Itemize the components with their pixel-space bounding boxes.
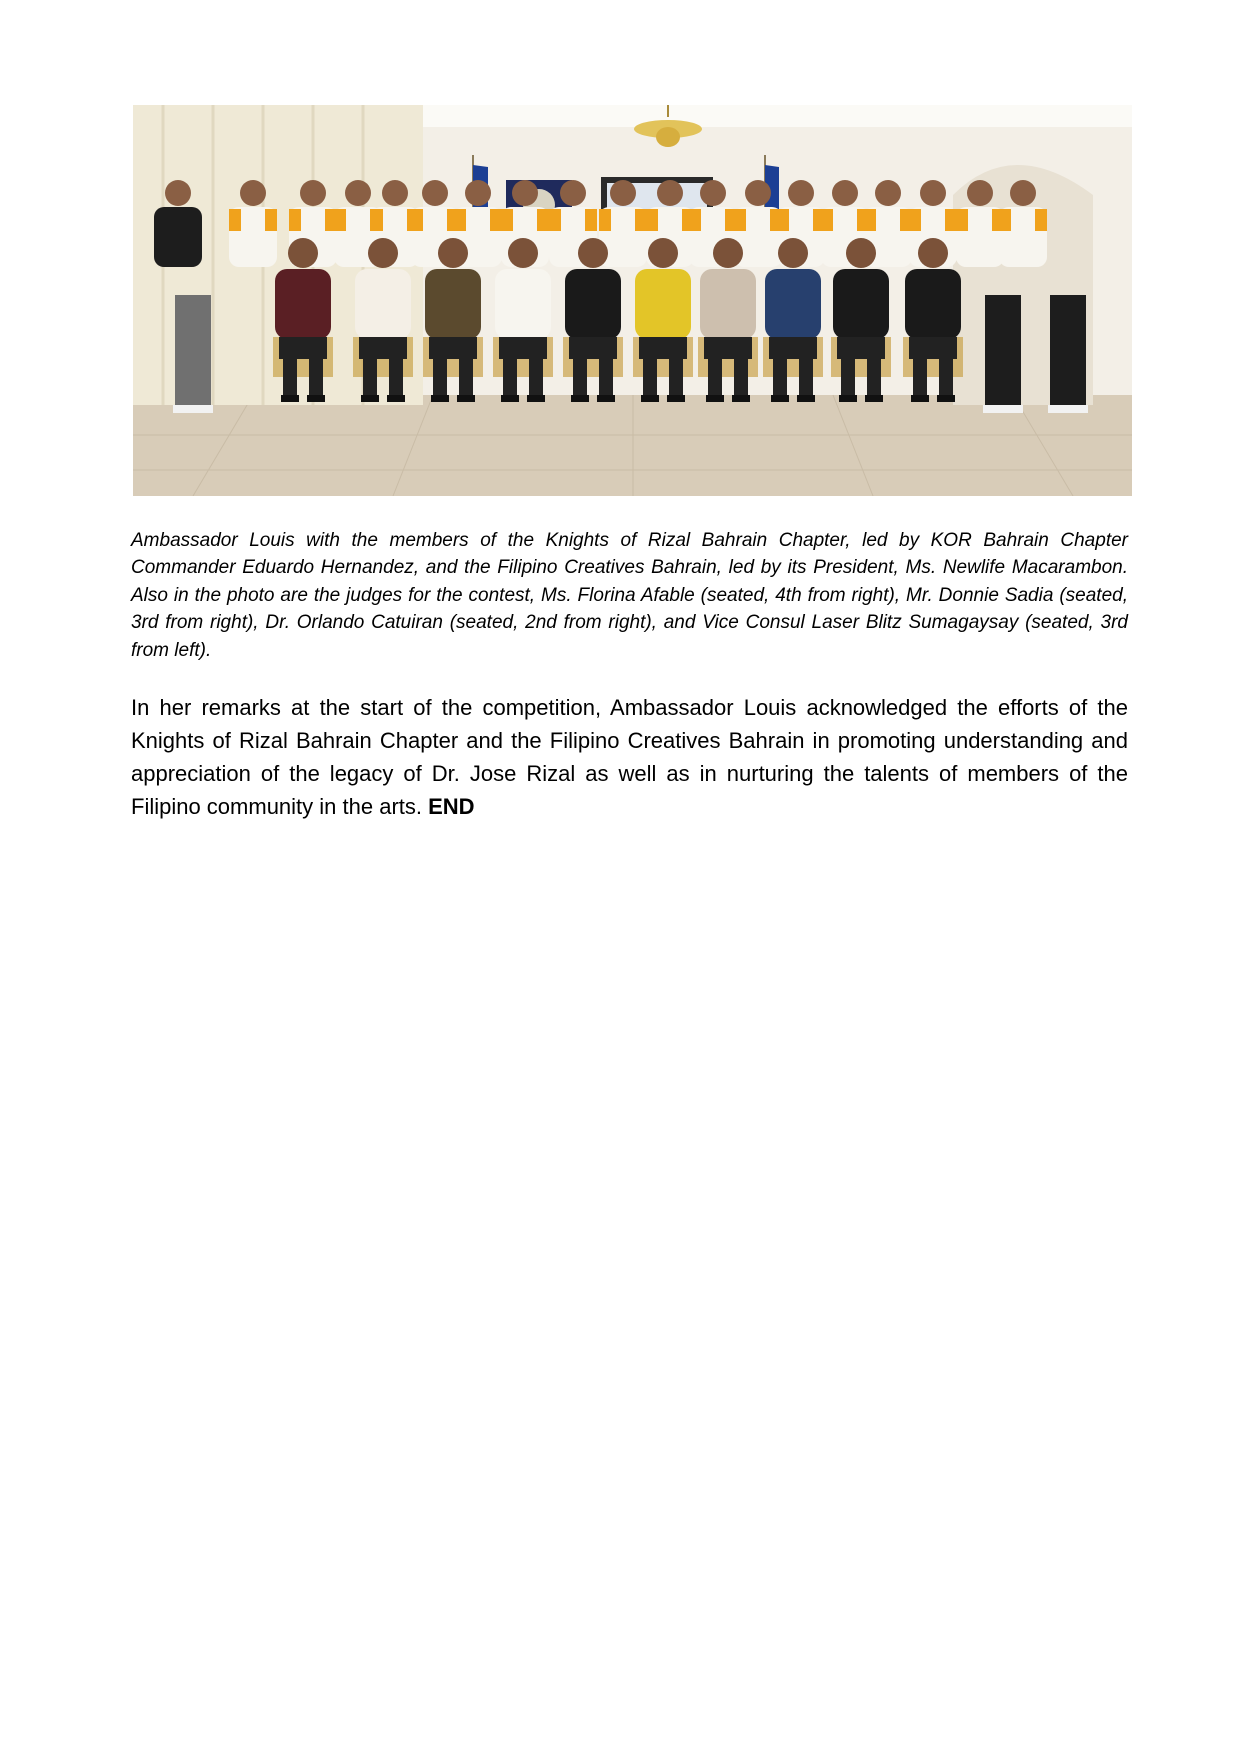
standing-person [173, 295, 213, 413]
photo-caption: Ambassador Louis with the members of the Knights of Rizal Bahrain Chapter, led by KOR Bahrain Chapter Commander Eduardo Hernandez, and the Filipino Creatives Bahrain, led by its President, Ms. Newlife Macarambon. Also in the photo are the judges for the contest, Ms. Florina Afable (seated, 4th from right), Mr. Donnie Sadia (seated, 3rd from right), Dr. Orlando Catuiran (seated, 2nd from right), and Vice Consul Laser Blitz Sumagaysay (seated, 3rd from left). [131, 530, 1128, 661]
group-photo-illustration [133, 105, 1132, 496]
body-paragraph-text: In her remarks at the start of the competition, Ambassador Louis acknowledged the efforts of the Knights of Rizal Bahrain Chapter and the Filipino Creatives Bahrain in promoting understanding and appreciation of the legacy of Dr. Jose Rizal as well as in nurturing the talents of members of the Filipino community in the arts. [131, 695, 1128, 819]
group-photo [133, 105, 1132, 496]
body-paragraph [131, 691, 1128, 823]
standing-person [1048, 295, 1088, 413]
standing-person [983, 295, 1023, 413]
end-marker: END [428, 794, 475, 819]
